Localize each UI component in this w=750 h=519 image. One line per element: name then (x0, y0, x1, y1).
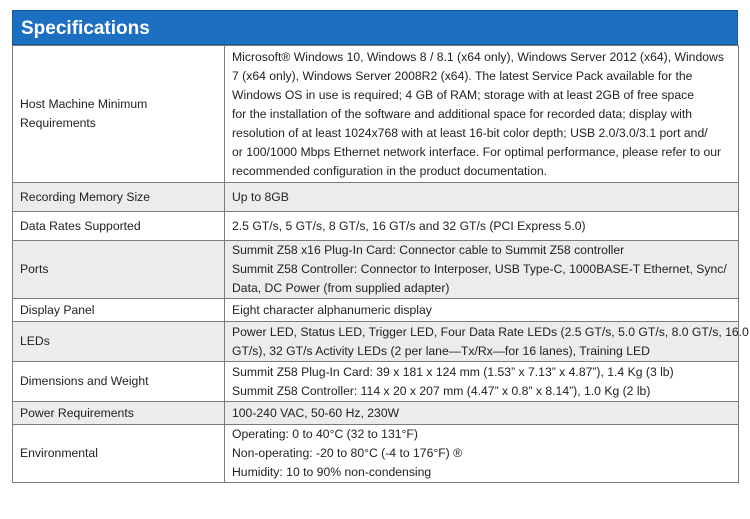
spec-value-line: recommended configuration in the product documentation. (232, 163, 548, 178)
table-row (13, 299, 739, 322)
spec-value-line: for the installation of the software and additional space for recorded data; display with (232, 106, 693, 121)
specifications-panel (12, 10, 749, 483)
spec-value-line: Humidity: 10 to 90% non-condensing (232, 465, 432, 479)
spec-value (225, 299, 739, 322)
spec-value-line: Summit Z58 Controller: 114 x 20 x 207 mm (4.47” x 0.8” x 8.14”), 1.0 Kg (2 lb) (232, 383, 651, 398)
spec-value-line: Summit Z58 x16 Plug-In Card: Connector cable to Summit Z58 controller (232, 243, 625, 257)
spec-label: Power Requirements (13, 402, 225, 425)
table-row (13, 241, 739, 299)
table-row (13, 362, 739, 402)
spec-value (225, 322, 749, 362)
spec-value (225, 46, 739, 183)
table-row (13, 183, 739, 212)
table-row (13, 425, 739, 483)
spec-label: Recording Memory Size (13, 183, 225, 212)
spec-value-line: Data, DC Power (from supplied adapter) (232, 281, 450, 295)
spec-value-line: Summit Z58 Controller: Connector to Interposer, USB Type-C, 1000BASE-T Ethernet, Sync/ (232, 262, 727, 276)
table-row (13, 402, 739, 425)
spec-value (225, 183, 739, 212)
spec-value-line: Operating: 0 to 40°C (32 to 131°F) (232, 427, 418, 441)
spec-value-line: Windows OS in use is required; 4 GB of RAM; storage with at least 2GB of free space (232, 87, 694, 102)
specifications-table (12, 45, 749, 483)
spec-value-line: Power LED, Status LED, Trigger LED, Four Data Rate LEDs (2.5 GT/s, 5.0 GT/s, 8.0 GT/s, 16.0 (232, 324, 749, 339)
spec-label: Ports (13, 241, 225, 299)
table-row (13, 46, 739, 183)
table-row (13, 212, 739, 241)
spec-label: Dimensions and Weight (13, 362, 225, 402)
spec-label: LEDs (13, 322, 225, 362)
spec-value-line: 2.5 GT/s, 5 GT/s, 8 GT/s, 16 GT/s and 32 GT/s (PCI Express 5.0) (232, 218, 586, 233)
specifications-table-body (13, 46, 749, 483)
specifications-title: Specifications (12, 10, 738, 45)
spec-value (225, 241, 739, 299)
spec-label: Display Panel (13, 299, 225, 322)
spec-label: Data Rates Supported (13, 212, 225, 241)
spec-value-line: Eight character alphanumeric display (232, 302, 432, 317)
spec-value-line: 100-240 VAC, 50-60 Hz, 230W (232, 405, 400, 420)
spec-value-line: Up to 8GB (232, 189, 289, 204)
spec-value (225, 362, 739, 402)
spec-value-line: or 100/1000 Mbps Ethernet network interface. For optimal performance, please refer to our (232, 144, 722, 159)
spec-value-line: Summit Z58 Plug-In Card: 39 x 181 x 124 mm (1.53” x 7.13” x 4.87”), 1.4 Kg (3 lb) (232, 364, 674, 379)
spec-value-line: resolution of at least 1024x768 with at least 16-bit color depth; USB 2.0/3.0/3.1 port and/ (232, 125, 708, 140)
spec-value-line: 7 (x64 only), Windows Server 2008R2 (x64). The latest Service Pack available for the (232, 68, 693, 83)
spec-value (225, 402, 739, 425)
spec-value-line: GT/s), 32 GT/s Activity LEDs (2 per lane—Tx/Rx—for 16 lanes), Training LED (232, 343, 650, 358)
spec-label: Host Machine Minimum Requirements (13, 46, 225, 183)
spec-value-line: Microsoft® Windows 10, Windows 8 / 8.1 (x64 only), Windows Server 2012 (x64), Windows (232, 49, 724, 64)
spec-value (225, 212, 739, 241)
table-row (13, 322, 739, 362)
spec-value-line: Non-operating: -20 to 80°C (-4 to 176°F) ® (232, 446, 463, 460)
spec-value (225, 425, 739, 483)
spec-label: Environmental (13, 425, 225, 483)
